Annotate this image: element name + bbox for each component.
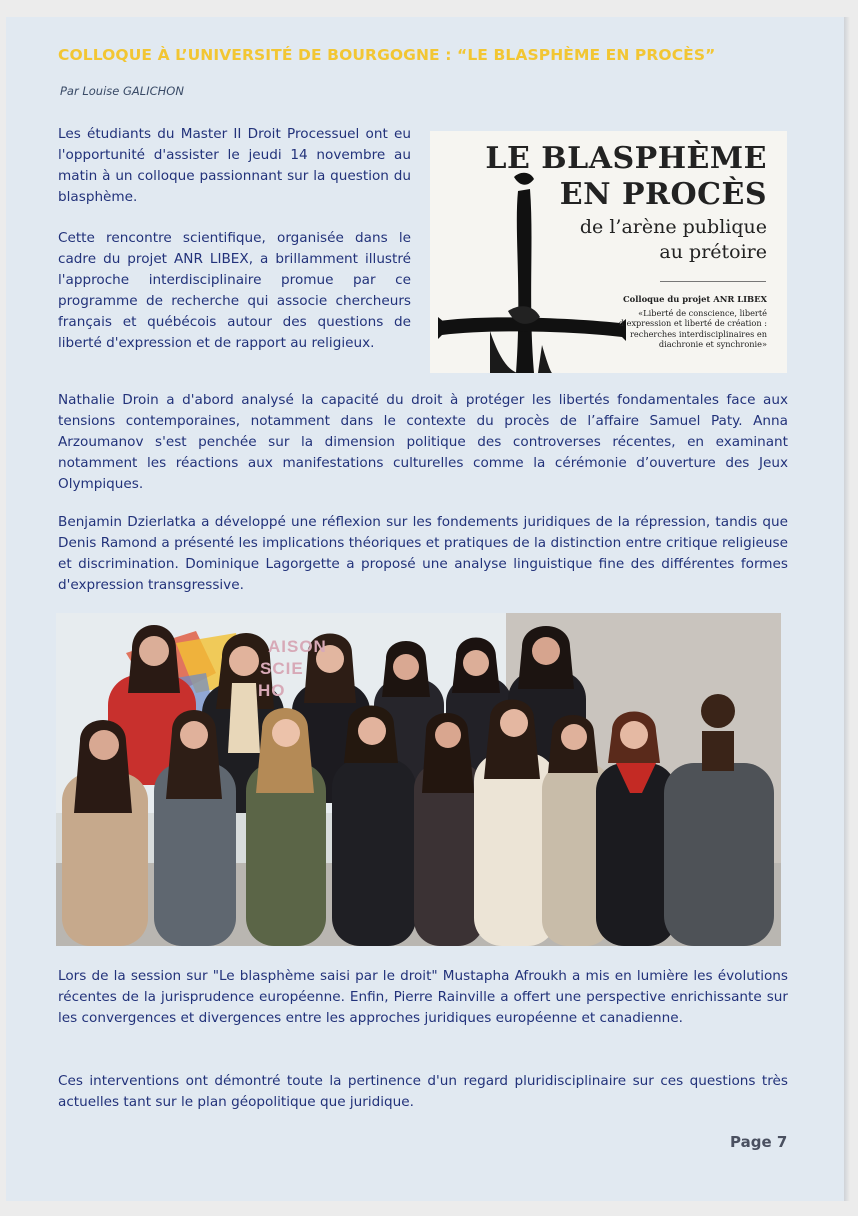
poster-subtitle-line2: au prétoire	[659, 241, 767, 263]
article-paragraph: Cette rencontre scientifique, organisée dans le cadre du projet ANR LIBEX, a brillamment illustré l'approche interdisciplinaire promue par ce programme de recherche qui associe chercheurs français et québécois autour des questions de liberté d'expression et de rapport au religieux.	[58, 230, 411, 351]
article-paragraph: Les étudiants du Master II Droit Processuel ont eu l'opportunité d'assister le jeudi 14 novembre au matin à un colloque passionnant sur la question du blasphème.	[58, 126, 411, 205]
photo-banner-text: HO	[258, 681, 286, 700]
poster-project: Colloque du projet ANR LIBEX	[622, 294, 767, 304]
article-title: COLLOQUE À L’UNIVERSITÉ DE BOURGOGNE : “LE BLASPHÈME EN PROCÈS”	[58, 46, 716, 64]
article-author: Par Louise GALICHON	[60, 84, 184, 98]
page-shadow	[844, 17, 850, 1201]
photo-banner-text: AISON	[268, 637, 327, 656]
page-number: Page 7	[730, 1133, 788, 1151]
article-paragraph: Lors de la session sur "Le blasphème saisi par le droit" Mustapha Afroukh a mis en lumière les évolutions récentes de la jurisprudence européenne. Enfin, Pierre Rainville a offert une perspective enrichissante sur les convergences et divergences entre les approches juridiques européenne et canadienne.	[58, 968, 788, 1026]
group-photo-illustration	[56, 613, 781, 946]
poster-subtitle-line1: de l’arène publique	[579, 216, 767, 238]
photo-banner-text: SCIE	[260, 659, 304, 678]
group-photo	[56, 613, 781, 946]
poster-title-line1: LE BLASPHÈME	[485, 141, 767, 176]
article-paragraph: Benjamin Dzierlatka a développé une réflexion sur les fondements juridiques de la répression, tandis que Denis Ramond a présenté les implications théoriques et pratiques de la distinction entre critique religieuse et discrimination. Dominique Lagorgette a proposé une analyse linguistique fine des différentes formes d'expression transgressive.	[58, 514, 788, 593]
poster-description: «Liberté de conscience, liberté d’expression et liberté de création : recherches interdisciplinaires en diachronie et synchronie»	[618, 308, 767, 350]
poster-divider	[660, 281, 766, 282]
colloquium-poster-image	[430, 131, 787, 373]
article-paragraph: Nathalie Droin a d'abord analysé la capacité du droit à protéger les libertés fondamentales face aux tensions contemporaines, notamment dans le contexte du procès de l’affaire Samuel Paty. Anna Arzoumanov s'est penchée sur la dimension politique des controverses récentes, en examinant notamment les réactions aux manifestations culturelles comme la cérémonie d’ouverture des Jeux Olympiques.	[58, 392, 788, 492]
poster-title-line2: EN PROCÈS	[559, 177, 767, 212]
article-paragraph: Ces interventions ont démontré toute la pertinence d'un regard pluridisciplinaire sur ces questions très actuelles tant sur le plan géopolitique que juridique.	[58, 1073, 788, 1110]
